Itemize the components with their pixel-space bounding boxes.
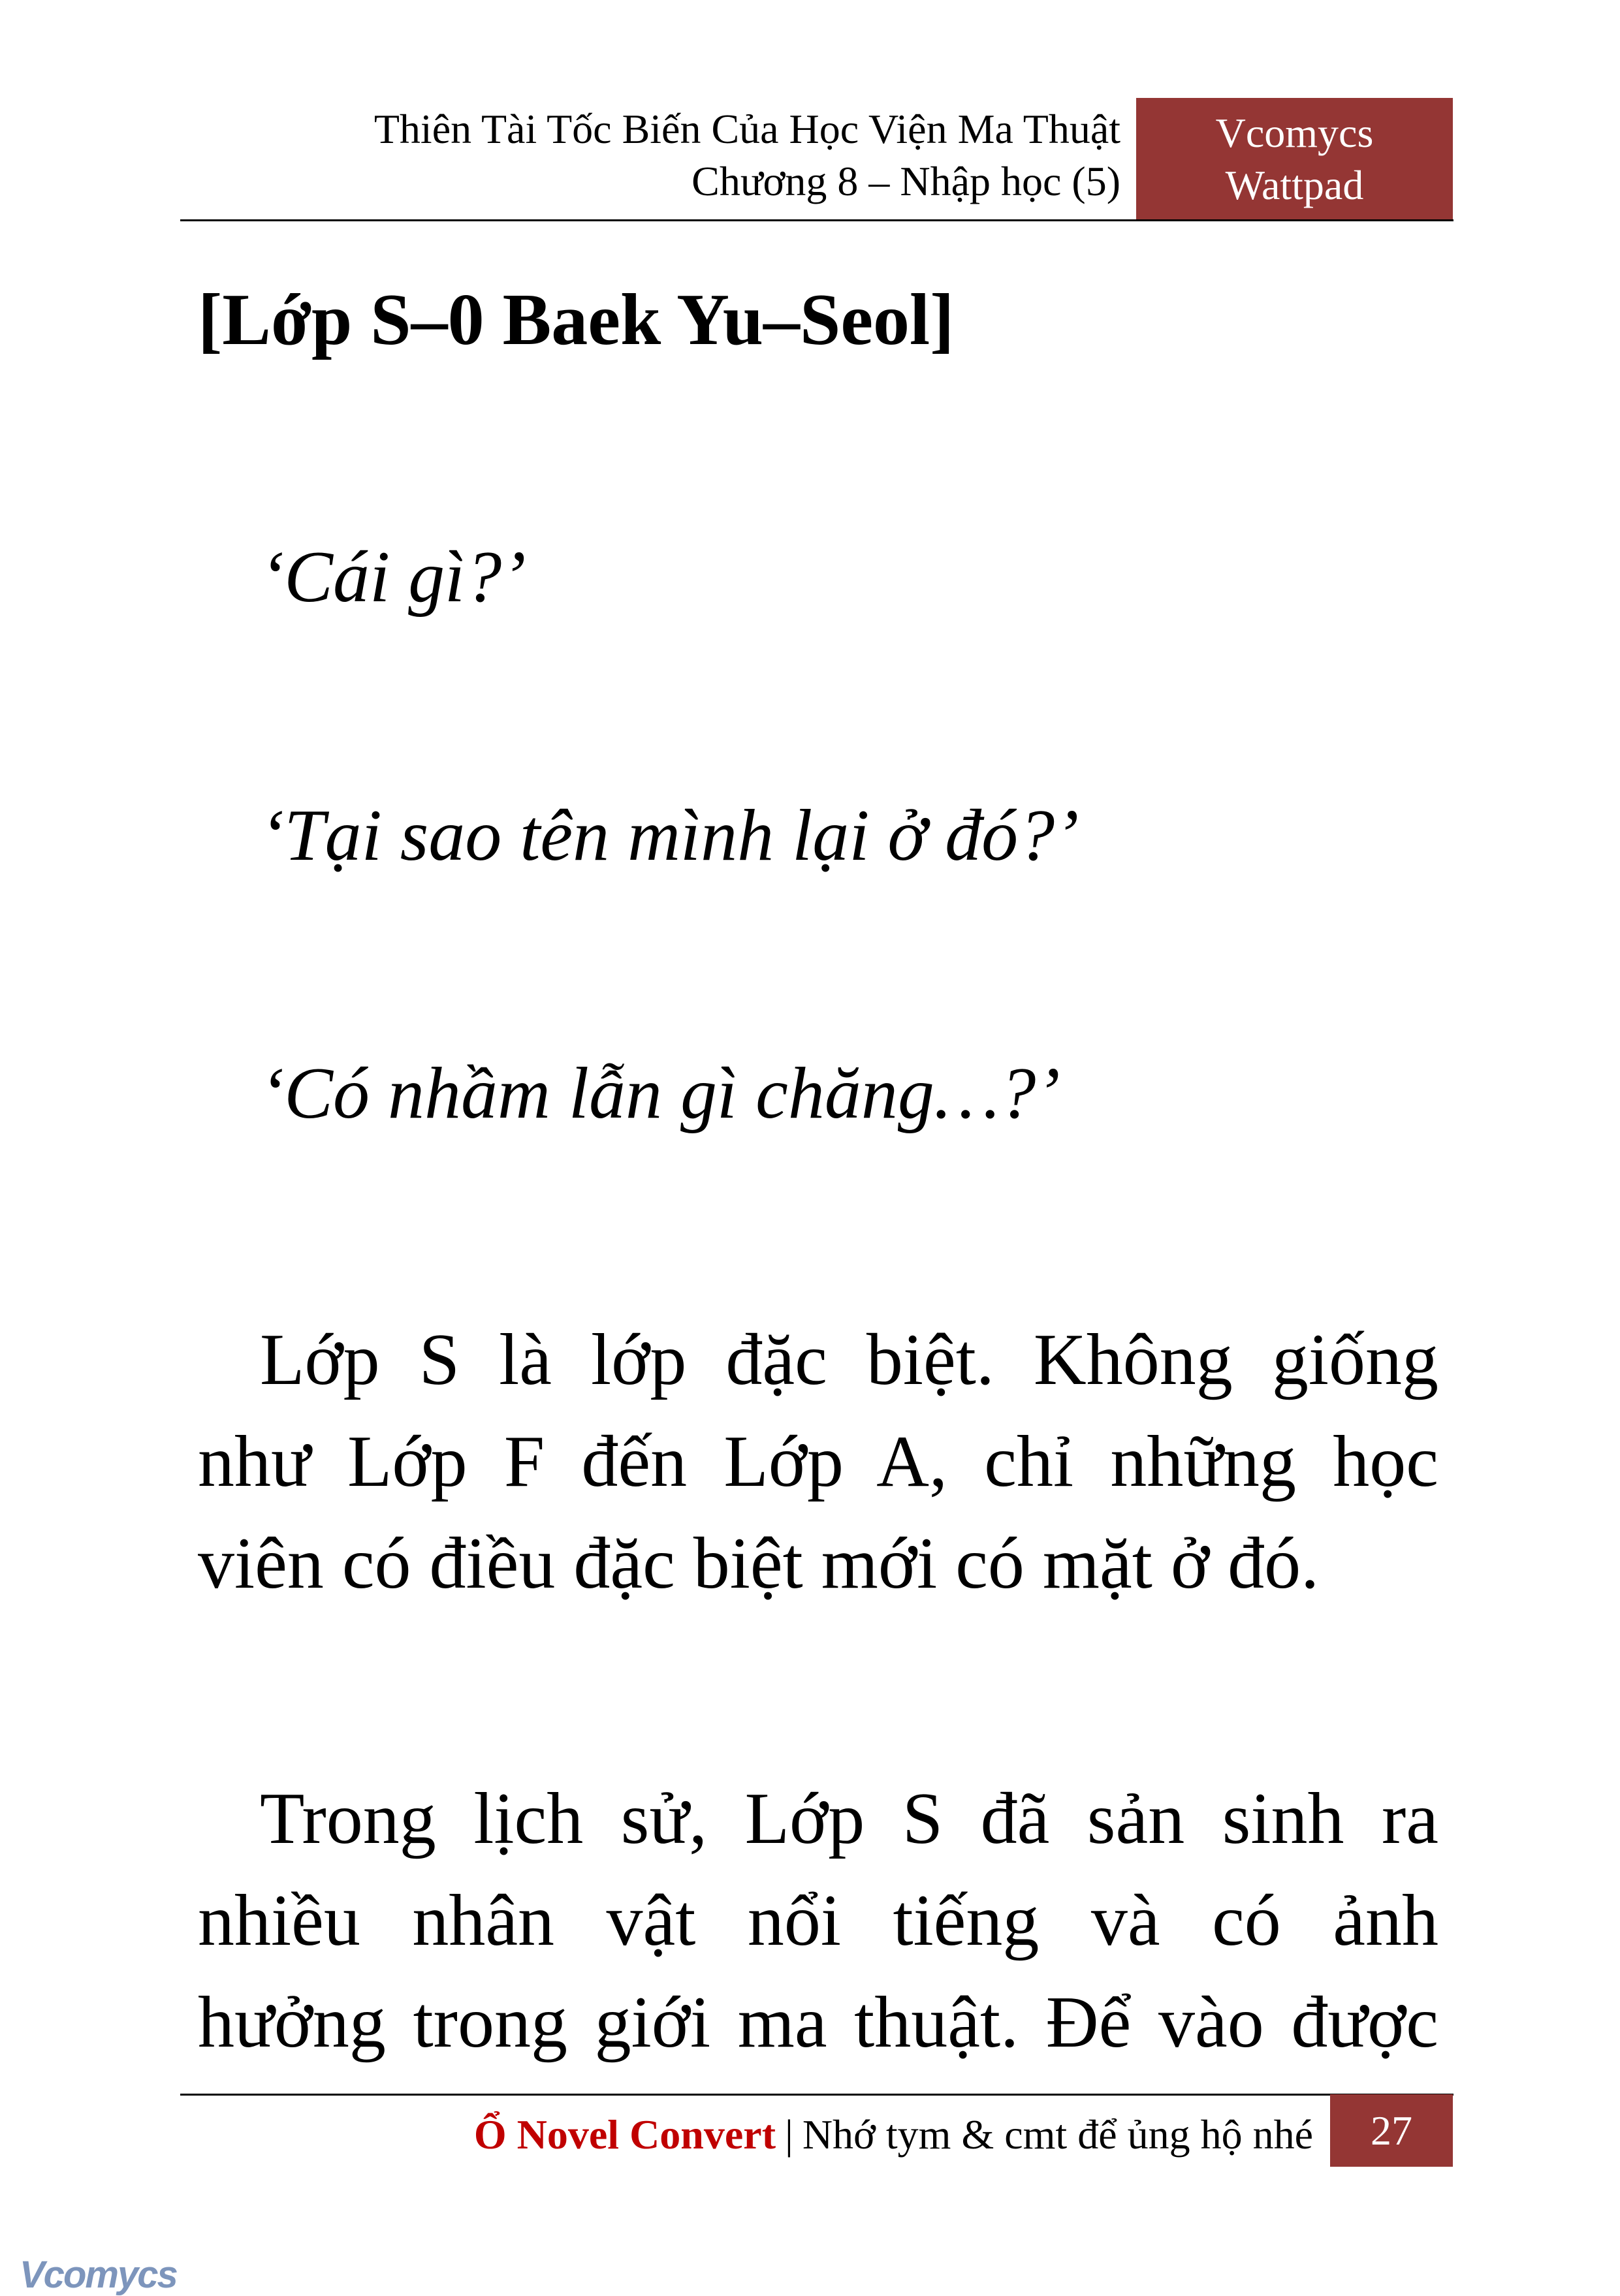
footer-divider — [180, 2094, 1453, 2096]
platform-name: Wattpad — [1225, 162, 1364, 208]
thought-line: ‘Có nhầm lẫn gì chăng…?’ — [260, 1053, 1060, 1134]
paragraph-line: nhiều nhân vật nổi tiếng và có ảnh — [198, 1880, 1438, 1961]
translator-badge — [1136, 98, 1453, 221]
book-title: Thiên Tài Tốc Biến Của Học Viện Ma Thuật — [373, 106, 1120, 152]
running-header — [180, 103, 1120, 208]
paragraph-line: như Lớp F đến Lớp A, chỉ những học — [198, 1421, 1438, 1502]
thought-line: ‘Tại sao tên mình lại ở đó?’ — [260, 795, 1079, 876]
translator-name: Vcomycs — [1215, 110, 1374, 156]
header-divider — [180, 219, 1453, 221]
class-heading: [Lớp S–0 Baek Yu–Seol] — [198, 279, 955, 360]
page-number: 27 — [1371, 2107, 1412, 2154]
paragraph — [198, 1768, 1438, 2073]
footer-separator: | — [785, 2111, 793, 2158]
paragraph-line: hưởng trong giới ma thuật. Để vào được — [198, 1982, 1438, 2063]
thought-line: ‘Cái gì?’ — [260, 537, 526, 618]
paragraph-line: Lớp S là lớp đặc biệt. Không giống — [260, 1319, 1438, 1400]
paragraph — [198, 1309, 1438, 1614]
chapter-title: Chương 8 – Nhập học (5) — [691, 158, 1120, 204]
paragraph-line: Trong lịch sử, Lớp S đã sản sinh ra — [260, 1778, 1438, 1859]
paragraph-line: viên có điều đặc biệt mới có mặt ở đó. — [198, 1523, 1320, 1604]
running-footer — [180, 2103, 1313, 2166]
brand-name: Ổ Novel Convert — [473, 2111, 776, 2158]
watermark-logo: Vcomycs — [20, 2254, 177, 2296]
footer-tagline: Nhớ tym & cmt để ủng hộ nhé — [802, 2111, 1313, 2158]
page-number-badge — [1330, 2094, 1453, 2167]
